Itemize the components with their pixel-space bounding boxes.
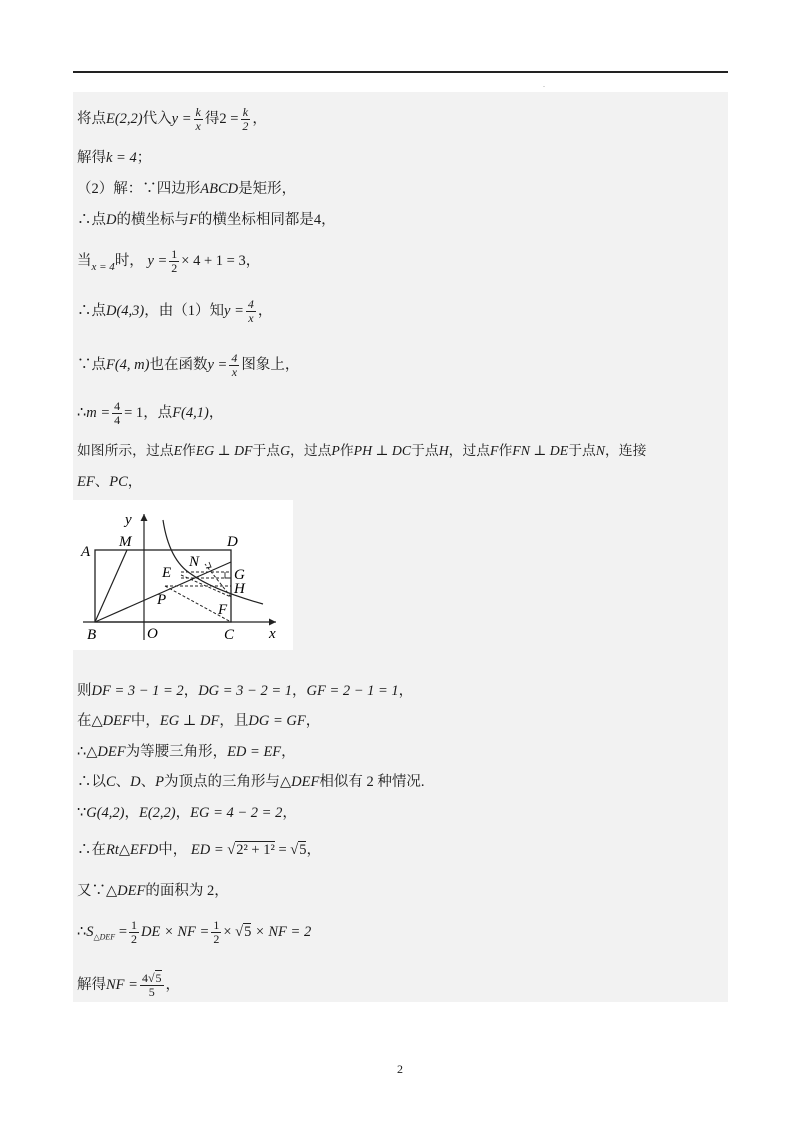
math: EF	[77, 474, 95, 490]
line-1	[77, 106, 267, 133]
math: D(4,3)	[106, 302, 145, 319]
math: F	[490, 443, 499, 458]
text: 中，	[158, 842, 188, 858]
segment-fn	[205, 564, 231, 597]
label-g: G	[234, 567, 245, 583]
text: ，	[321, 212, 336, 228]
text: 、	[140, 774, 156, 790]
text: ，	[127, 474, 143, 490]
text: 解得	[77, 150, 106, 166]
math: ABCD	[200, 181, 239, 197]
numerator: k	[195, 105, 201, 119]
math: 2 =	[219, 110, 239, 127]
math-subscript: △DEF	[93, 932, 116, 942]
text: ，	[208, 404, 224, 421]
line-5	[77, 248, 260, 277]
fraction	[246, 298, 256, 325]
math: = 1	[124, 404, 144, 421]
denominator: x	[195, 119, 201, 133]
math: ×	[223, 923, 232, 940]
right-angle-n	[206, 562, 211, 568]
text: ，过点	[290, 443, 332, 458]
text: 是矩形，	[238, 181, 297, 197]
label-f: F	[218, 602, 228, 618]
label-x: x	[269, 626, 276, 642]
math: P	[331, 443, 340, 458]
math: G(4,2)	[86, 805, 125, 821]
fraction	[140, 972, 164, 999]
math: DE × NF =	[141, 923, 210, 940]
math: × NF = 2	[254, 923, 312, 940]
segment-bm	[95, 550, 127, 622]
math: E(2,2)	[106, 110, 143, 127]
line-11	[77, 681, 413, 701]
label-a: A	[81, 544, 91, 560]
line-3	[77, 179, 296, 199]
text: ∴点	[77, 302, 106, 319]
label-y: y	[125, 512, 132, 528]
text: ∴以	[77, 774, 106, 790]
label-c: C	[224, 627, 235, 643]
label-b: B	[87, 627, 97, 643]
text: 中，	[130, 713, 160, 729]
text: ∴点	[77, 212, 106, 228]
math: D	[106, 212, 117, 228]
text: ，连接	[604, 443, 647, 458]
math: y =	[207, 356, 228, 373]
text: ，	[282, 805, 297, 821]
math: PH ⊥ DC	[353, 443, 412, 458]
text: 相似有 2 种情况.	[319, 774, 425, 790]
math: y =	[147, 252, 168, 269]
line-18: $\therefore S_{\triangle DEF}$ = $\frac{1}{2}$ DE × NF = $\frac{1}{2}$ × √5 × NF = 2	[77, 918, 312, 946]
numerator: 1	[171, 247, 178, 261]
line-4	[77, 210, 336, 230]
text: ，	[305, 713, 321, 729]
math: S	[86, 923, 94, 940]
denominator: 2	[131, 932, 137, 946]
math: F(4,1)	[172, 404, 209, 421]
text: ；	[136, 150, 152, 166]
math: DG = 3 − 2 = 1	[198, 683, 292, 699]
text: ，	[124, 805, 139, 821]
text: 也在函数	[149, 356, 208, 373]
text: ∴	[77, 923, 87, 940]
label-e: E	[162, 565, 172, 581]
math: △DEF	[280, 774, 320, 790]
sqrt-radicand: 5	[155, 971, 162, 985]
geometry-figure	[73, 500, 293, 650]
math: x = 4	[91, 260, 115, 273]
line-6	[77, 298, 272, 325]
label-d: D	[227, 534, 238, 550]
math: △DEF	[106, 883, 146, 899]
text: 代入	[142, 110, 172, 127]
text: ∴	[77, 744, 87, 760]
text: 为等腰三角形，	[125, 744, 228, 760]
math: EG ⊥ DF	[159, 713, 220, 729]
math: E(2,2)	[139, 805, 176, 821]
math: C	[106, 774, 116, 790]
math: H	[438, 443, 449, 458]
text: ∵点	[77, 356, 106, 373]
line-15	[77, 803, 297, 823]
text: ，	[281, 744, 296, 760]
math: m =	[86, 404, 111, 421]
text: ，	[245, 252, 261, 269]
sqrt-radicand: 5	[244, 923, 252, 940]
text: 图象上，	[241, 356, 300, 373]
text: 又∵	[77, 883, 106, 899]
denominator: 5	[148, 985, 155, 999]
label-n: N	[189, 554, 200, 570]
math: F(4, m)	[106, 356, 150, 373]
fraction	[211, 919, 221, 946]
text: 为顶点的三角形与	[164, 774, 281, 790]
math: P	[155, 774, 165, 790]
text: 、	[115, 774, 131, 790]
text: ，且	[219, 713, 249, 729]
text: ，点	[143, 404, 173, 421]
math: GF = 2 − 1 = 1	[306, 683, 399, 699]
numerator-coef: 4	[141, 971, 148, 985]
fraction	[169, 248, 179, 275]
numerator: 4	[231, 351, 238, 365]
math: × 4 + 1 = 3	[181, 252, 246, 269]
math: G	[280, 443, 291, 458]
math: △DEF	[91, 713, 131, 729]
right-angle-g	[225, 572, 231, 578]
denominator: 2	[171, 261, 178, 275]
text: ，	[291, 683, 307, 699]
math: ED = EF	[227, 744, 282, 760]
denominator: 4	[114, 413, 121, 427]
text: 作	[498, 443, 513, 458]
numerator: 1	[131, 918, 137, 932]
text: 解得	[77, 976, 106, 993]
math: y =	[171, 110, 192, 127]
sqrt-radicand: 5	[299, 842, 307, 858]
line-8	[77, 400, 223, 427]
text: 的横坐标与	[116, 212, 189, 228]
label-o: O	[147, 626, 158, 642]
text: ，	[252, 110, 267, 127]
page-number: 2	[397, 1062, 403, 1076]
text: ，	[183, 683, 199, 699]
math: DG = GF	[248, 713, 306, 729]
fraction	[194, 106, 203, 133]
math: =	[118, 923, 127, 940]
text: ，过点	[448, 443, 491, 458]
text: 当	[77, 252, 92, 269]
math: =	[278, 842, 287, 858]
numerator: 4	[247, 297, 254, 311]
text: ，	[306, 842, 321, 858]
denominator: x	[248, 311, 254, 325]
text: ，	[175, 805, 191, 821]
math: EG = 4 − 2 = 2	[190, 805, 283, 821]
fraction	[129, 919, 139, 946]
numerator: 4√5	[141, 971, 162, 985]
math: D	[130, 774, 141, 790]
text: 时，	[114, 252, 144, 269]
text: 得	[204, 110, 220, 127]
denominator: x	[231, 365, 238, 379]
fraction	[229, 352, 239, 379]
math: △DEF	[86, 744, 126, 760]
math: 4	[313, 212, 322, 228]
math: NF =	[106, 976, 138, 993]
line-17	[77, 881, 229, 901]
text: 于点	[568, 443, 596, 458]
text: ∴在	[77, 842, 106, 858]
text: （2）解：∵四边形	[77, 181, 201, 197]
text: 、	[94, 474, 110, 490]
math: y =	[224, 302, 244, 319]
math: N	[595, 443, 605, 458]
label-m: M	[119, 534, 132, 550]
line-16: ∴在Rt△EFD中， ED = √2² + 1² = √5，	[77, 842, 321, 858]
text: ，	[165, 976, 181, 993]
math: k = 4	[106, 150, 137, 166]
line-13	[77, 742, 296, 762]
line-9	[77, 441, 646, 461]
text: 则	[77, 683, 92, 699]
text: 于点	[411, 443, 439, 458]
header-rule	[73, 71, 728, 73]
numerator: k	[242, 105, 249, 119]
text: ，	[257, 302, 273, 319]
line-7	[77, 352, 299, 379]
header-dot: .	[543, 80, 545, 89]
fraction	[240, 106, 250, 133]
text: ∴	[77, 404, 87, 421]
text: 作	[182, 443, 196, 458]
numerator: 4	[114, 399, 121, 413]
text: 作	[339, 443, 354, 458]
text: ，	[398, 683, 414, 699]
sqrt-radicand: 2² + 1²	[236, 842, 275, 858]
text: 如图所示，过点	[77, 443, 174, 458]
line-2	[77, 148, 151, 168]
fraction	[112, 400, 122, 427]
text: 将点	[77, 110, 106, 127]
text: ，由（1）知	[144, 302, 225, 319]
line-10	[77, 472, 142, 492]
math: Rt△EFD	[106, 842, 159, 858]
line-12	[77, 711, 320, 731]
text: ∵	[77, 805, 87, 821]
math: EG ⊥ DF	[195, 443, 253, 458]
math: ED =	[190, 842, 224, 858]
math: PC	[109, 474, 128, 490]
line-14	[77, 772, 424, 792]
figure-svg	[73, 500, 293, 650]
numerator: 1	[213, 918, 220, 932]
math: DF = 3 − 1 = 2	[91, 683, 184, 699]
denominator: 2	[213, 932, 220, 946]
denominator: 2	[242, 119, 249, 133]
math: E	[173, 443, 183, 458]
math: FN ⊥ DE	[512, 443, 569, 458]
hyperbola	[163, 520, 263, 604]
text: 在	[77, 713, 92, 729]
label-p: P	[157, 592, 167, 608]
line-19	[77, 972, 180, 999]
text: 的面积为 2，	[145, 883, 229, 899]
label-h: H	[234, 581, 245, 597]
text: 的横坐标相同都是	[197, 212, 314, 228]
text: 于点	[252, 443, 281, 458]
math: F	[188, 212, 198, 228]
